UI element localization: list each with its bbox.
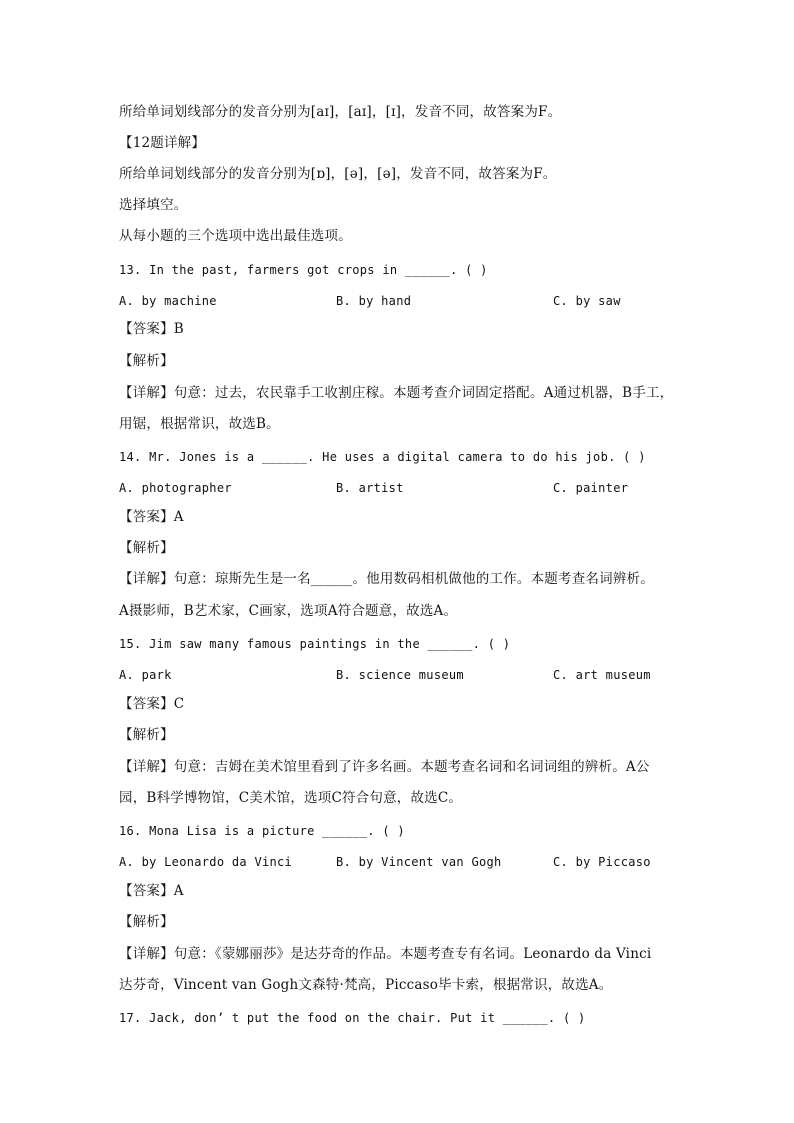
q13-analysis-heading: 【解析】 (119, 353, 174, 369)
explanation-11-text: 所给单词划线部分的发音分别为[aɪ]，[aɪ]，[ɪ]，发音不同，故答案为F。 (119, 104, 562, 120)
q16-detail-line2: 达芬奇，Vincent van Gogh文森特·梵高，Piccaso毕卡索，根据常识，故选A。 (119, 977, 613, 993)
q13-detail-line1: 【详解】句意：过去，农民靠手工收割庄稼。本题考查介词固定搭配。A通过机器，B手工， (119, 385, 674, 401)
q14-option-a: A. photographer (119, 481, 232, 495)
q15-detail-line2: 园，B科学博物馆，C美术馆，选项C符合句意，故选C。 (119, 790, 463, 806)
question-13: 13. In the past, farmers got crops in ______. ( ) (119, 263, 488, 277)
q14-detail-line2: A摄影师，B艺术家，C画家，选项A符合题意，故选A。 (119, 603, 458, 619)
q14-option-b: B. artist (336, 481, 404, 495)
q15-option-c: C. art museum (553, 668, 651, 682)
q15-detail-line1: 【详解】句意：吉姆在美术馆里看到了许多名画。本题考查名词和名词词组的辨析。A公 (119, 759, 650, 775)
q13-option-a: A. by machine (119, 294, 217, 308)
q13-option-b: B. by hand (336, 294, 412, 308)
section-heading-12: 【12题详解】 (119, 135, 206, 151)
q15-answer: 【答案】C (119, 696, 185, 712)
q14-option-c: C. painter (553, 481, 629, 495)
q16-option-c: C. by Piccaso (553, 855, 651, 869)
question-16: 16. Mona Lisa is a picture ______. ( ) (119, 824, 405, 838)
explanation-12-text: 所给单词划线部分的发音分别为[ɒ]，[ə]，[ə]，发音不同，故答案为F。 (119, 166, 557, 182)
q16-analysis-heading: 【解析】 (119, 914, 174, 930)
q15-option-b: B. science museum (336, 668, 464, 682)
question-17: 17. Jack, don’ t put the food on the chair. Put it ______. ( ) (119, 1011, 586, 1025)
q15-option-a: A. park (119, 668, 172, 682)
q13-detail-line2: 用锯，根据常识，故选B。 (119, 416, 280, 432)
q16-option-a: A. by Leonardo da Vinci (119, 855, 293, 869)
section-title: 选择填空。 (119, 197, 188, 213)
q14-answer: 【答案】A (119, 509, 184, 525)
q14-detail-line1: 【详解】句意：琼斯先生是一名______。他用数码相机做他的工作。本题考查名词辨析。 (119, 571, 654, 587)
question-14: 14. Mr. Jones is a ______. He uses a digital camera to do his job. ( ) (119, 450, 646, 464)
q14-analysis-heading: 【解析】 (119, 540, 174, 556)
q16-detail-line1: 【详解】句意：《蒙娜丽莎》是达芬奇的作品。本题考查专有名词。Leonardo da Vinci (119, 946, 652, 962)
q16-answer: 【答案】A (119, 883, 184, 899)
q16-option-b: B. by Vincent van Gogh (336, 855, 502, 869)
q15-analysis-heading: 【解析】 (119, 727, 174, 743)
question-15: 15. Jim saw many famous paintings in the ______. ( ) (119, 637, 511, 651)
q13-answer: 【答案】B (119, 321, 184, 337)
section-instruction: 从每小题的三个选项中选出最佳选项。 (119, 228, 352, 244)
q13-option-c: C. by saw (553, 294, 621, 308)
